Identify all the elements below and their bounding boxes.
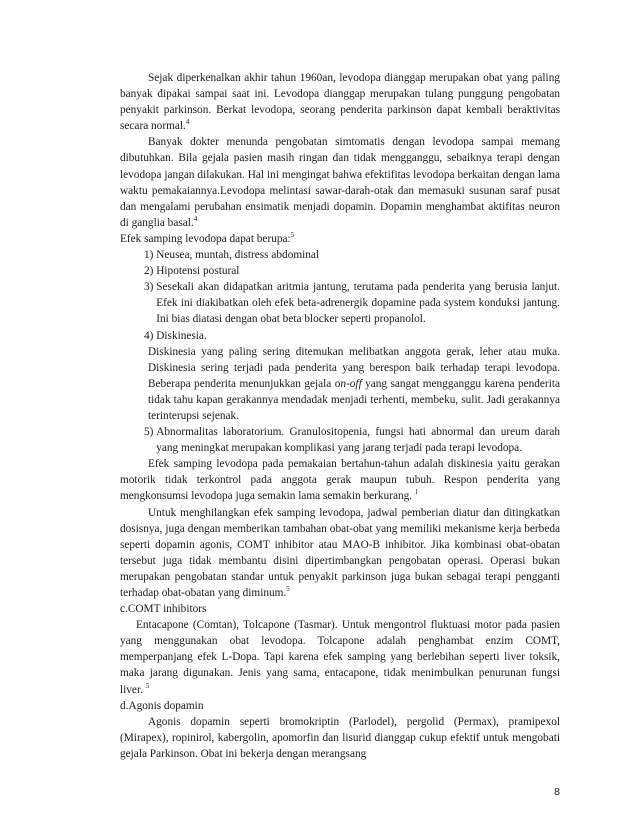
list-number: 4) bbox=[144, 329, 157, 342]
list-text: Neusea, muntah, distress abdominal bbox=[156, 249, 320, 262]
list-text: Diskinesia. bbox=[156, 329, 207, 342]
paragraph-comt bbox=[120, 617, 560, 697]
section-heading-comt: c.COMT inhibitors bbox=[120, 603, 207, 616]
side-effects-intro bbox=[120, 231, 560, 247]
paragraph-text: Diskinesia yang paling sering ditemukan melibatkan anggota gerak, leher atau muka. Diskinesia sering terjadi pada penderita yang berespon baik terhadap terapi levodopa. Beberapa penderita menunjukkan gejala o bbox=[148, 345, 560, 390]
paragraph-text: Efek samping levodopa dapat berupa: bbox=[120, 232, 291, 245]
list-number: 3) bbox=[144, 281, 157, 294]
list-item bbox=[144, 247, 560, 263]
paragraph-text: Efek samping levodopa pada pemakaian bertahun-tahun adalah diskinesia yaitu gerakan motorik tidak terkontrol pada anggota gerak maupun tubuh. Respon penderita yang mengkonsumsi levodopa juga semakin lama semakin berkurang. bbox=[120, 458, 560, 503]
paragraph-text: Untuk menghilangkan efek samping levodopa, jadwal pemberian diatur dan ditingkatkan dosisnya, juga dengan memberikan tambahan obat-obat yang memiliki mekanisme kerja berbeda seperti dopamin agonis, COMT inhibitor atau MAO-B inhibitor. Jika kombinasi obat-obatan tersebut juga tidak membantu disini dipertimbangkan pengobatan operasi. Operasi bukan merupakan pengobatan standar untuk penyakit parkinson juga bukan sebagai terapi pengganti terhadap obat-obatan yang diminum. bbox=[120, 506, 560, 599]
list-number: 5) bbox=[144, 426, 157, 439]
citation-superscript: 4 bbox=[193, 215, 198, 224]
section-heading-dopamine-agonist: d.Agonis dopamin bbox=[120, 699, 204, 712]
list-text: Sesekali akan didapatkan aritmia jantung, terutama pada penderita yang berusia lanjut. Efek ini diakibatkan oleh efek beta-adrenergik dopamine pada system konduksi jantung. Ini bias diatasi dengan obat beta blocker seperti propanolol. bbox=[156, 281, 560, 326]
citation-superscript: 5 bbox=[145, 681, 150, 690]
paragraph-levodopa-intro bbox=[120, 70, 560, 134]
list-text: Abnormalitas laboratorium. Granulositopenia, fungsi hati abnormal dan ureum darah yang meningkat merupakan komplikasi yang jarang terjadi pada terapi levodopa. bbox=[156, 426, 560, 455]
paragraph-management bbox=[120, 505, 560, 602]
citation-superscript: 5 bbox=[290, 231, 295, 240]
paragraph-text: yang sangat mengganggu karena penderita tidak tahu kapan gerakannya mendadak menjadi terhenti, membeku, sulit. Jadi gerakannya terinterupsi sejenak. bbox=[148, 377, 560, 422]
diskinesia-detail bbox=[148, 344, 560, 424]
list-item bbox=[144, 328, 560, 344]
list-item bbox=[144, 263, 560, 279]
list-text: Hipotensi postural bbox=[156, 265, 240, 278]
list-number: 2) bbox=[144, 265, 157, 278]
paragraph-text: Entacapone (Comtan), Tolcapone (Tasmar). Untuk mengontrol fluktuasi motor pada pasien yang menggunakan obat levodopa. Tolcapone adalah penghambat enzim COMT, memperpanjang efek L-Dopa. Tapi karena efek samping yang berlebihan seperti liver toksik, maka jarang digunakan. Jenis yang sama, entacapone, tidak menimbulkan penurunan fungsi liver. bbox=[120, 619, 560, 696]
citation-superscript: 5 bbox=[286, 585, 290, 594]
list-item bbox=[144, 279, 560, 327]
list-number: 1) bbox=[144, 249, 157, 262]
citation-superscript: 1 bbox=[414, 488, 419, 497]
paragraph-text: Sejak diperkenalkan akhir tahun 1960an, levodopa dianggap merupakan obat yang paling banyak dipakai sampai saat ini. Levodopa dianggap merupakan tulang punggung pengobatan penyakit parkinson. Berkat levodopa, seorang penderita parkinson dapat kembali beraktivitas secara normal. bbox=[120, 72, 560, 133]
paragraph-text: Agonis dopamin seperti bromokriptin (Parlodel), pergolid (Permax), pramipexol (Mirapex), ropinirol, kabergolin, apomorfin dan lisurid dianggap cukup efektif untuk mengobati gejala Parkinson. Obat ini bekerja dengan merangsang bbox=[120, 715, 560, 760]
list-item bbox=[144, 424, 560, 456]
page-number: 8 bbox=[554, 786, 560, 798]
paragraph-dopamine-agonist bbox=[120, 714, 560, 762]
paragraph-levodopa-usage bbox=[120, 134, 560, 231]
paragraph-text: Banyak dokter menunda pengobatan simtomatis dengan levodopa sampai memang dibutuhkan. Bila gejala pasien masih ringan dan tidak mengganggu, sebaiknya terapi dengan levodopa jangan dilakukan. Hal ini mengingat bahwa efektifitas levodopa berkaitan dengan lama waktu pemakaiannya.Levodopa melintasi sawar-darah-otak dan memasuki susunan saraf pusat dan mengalami perubahan ensimatik menjadi dopamin. Dopamin menghambat aktifitas neuron di ganglia basal. bbox=[120, 136, 560, 229]
italic-term: n-off bbox=[340, 377, 362, 390]
citation-superscript: 4 bbox=[185, 118, 190, 127]
page-body bbox=[120, 70, 560, 762]
paragraph-long-term-effects bbox=[120, 456, 560, 504]
